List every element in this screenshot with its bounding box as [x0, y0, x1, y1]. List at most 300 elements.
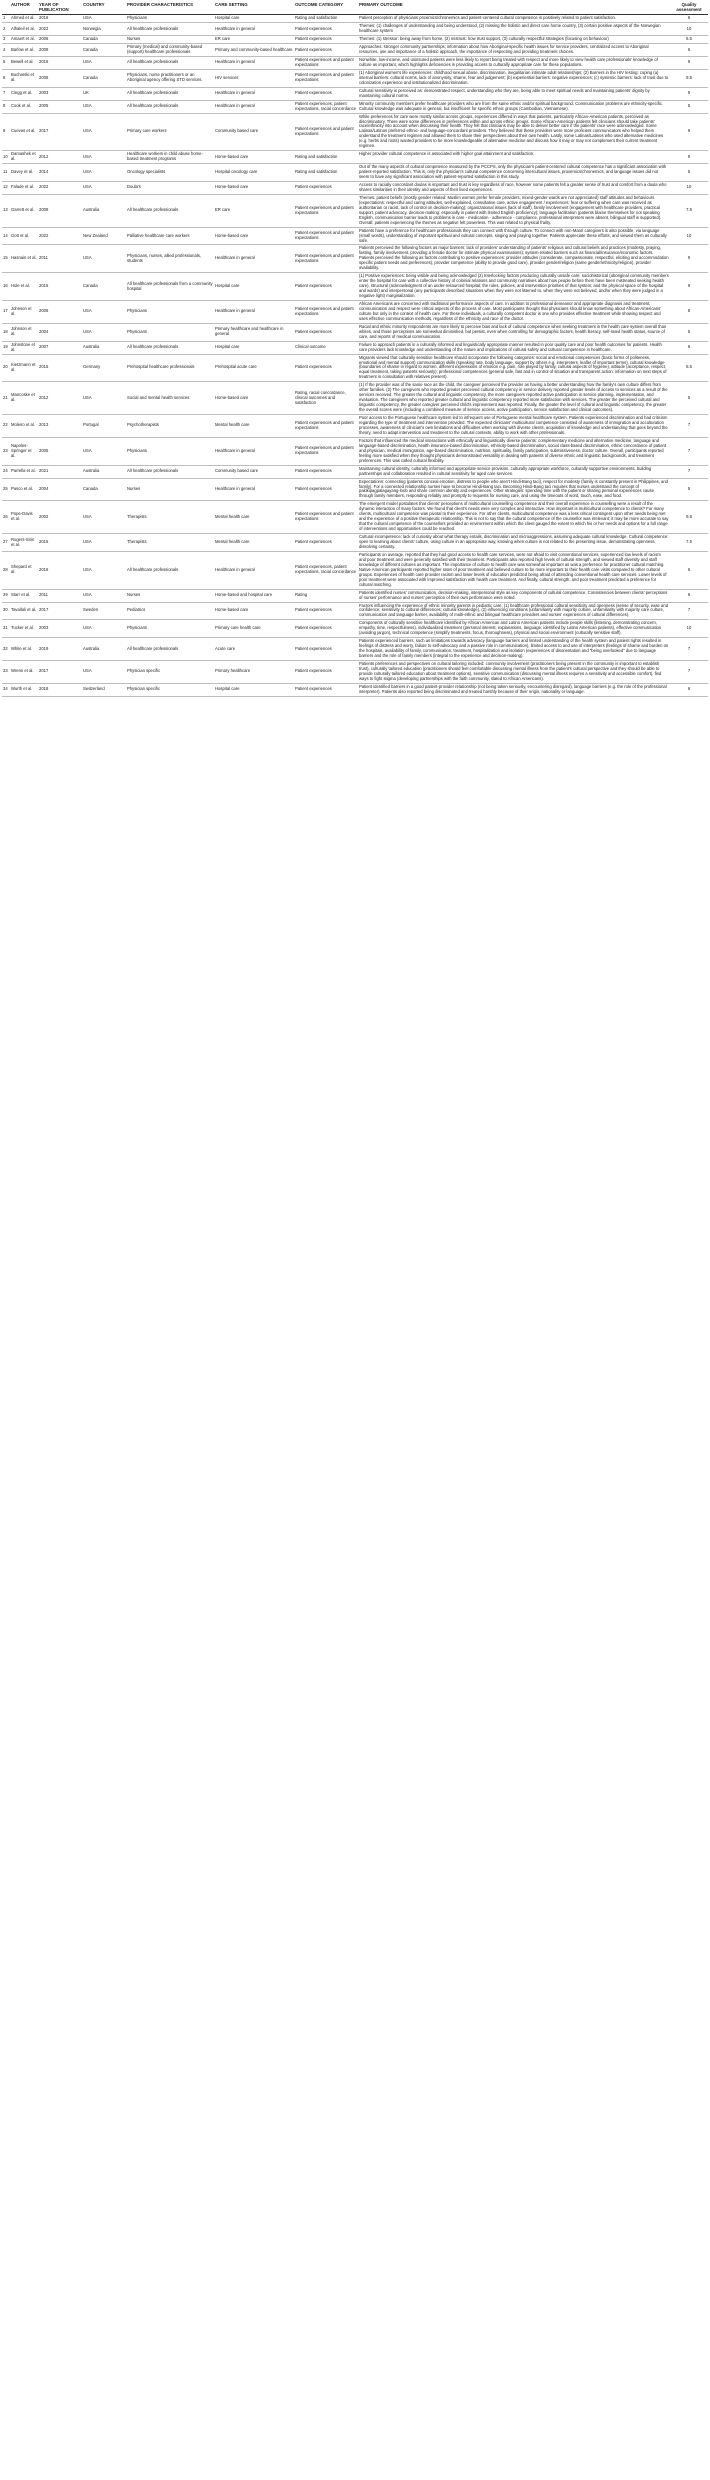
- cell-category: Patient experiences: [294, 465, 358, 478]
- cell-author: Pope-Davis et al.: [10, 501, 38, 534]
- cell-country: USA: [82, 301, 126, 324]
- cell-author: White et al.: [10, 638, 38, 661]
- cell-number: 27: [2, 534, 10, 552]
- cell-outcome: Patient identified barriers in a good patient-provider relationship (not being taken seriously, encountering disregard), language barriers (e.g. the role of the professional interpreter). Patients also reported being discriminated and treated harshly because of their origin, nationality or language.: [358, 683, 670, 696]
- header-setting: CARE SETTING: [214, 2, 294, 15]
- table-row: [2, 437, 708, 465]
- cell-outcome: Patients experienced barriers, such as limitations towards advocacy (language barriers and limited understanding of the health system and patient rights resulted in feelings of distress and worry, failure to self-advocacy and a passive role in communication), limited access to and use of interpreters (feelings of shame and burden on the hospitals, availability of family, communication, treatment, hospitalization and isolation (experiences of disorientation and "being overlooked" due to language barriers and the role of family members (integral to the experience and decision-making).: [358, 638, 670, 661]
- cell-quality: 9: [670, 151, 708, 164]
- header-country: COUNTRY: [82, 2, 126, 15]
- cell-outcome: The emergent model postulates that clients' perceptions of multicultural counselling competence and their overall experience in counselling were a result of the dynamic interaction of many factors. We found that client's needs were very complex and interactive. How important is multicultural competence to clients? For many clients, multicultural competence was pivotal to their experience. For other clients, multicultural competence was a less critical contingent upon other needs being met and the experience of a positive therapeutic relationship. This is not to say that the cultural competence of the counsellor was irrelevant; it may be more accurate to say that the cultural competence of the counsellors provided an environment within which the client gauged the extent to which his or her needs and options for a full range of interventions and opportunities could be reached.: [358, 501, 670, 534]
- cell-year: 2006: [38, 69, 82, 87]
- cell-country: Portugal: [82, 415, 126, 438]
- cell-provider: Primary care workers: [126, 113, 214, 151]
- cell-year: 2004: [38, 323, 82, 341]
- cell-outcome: Access to racially concordant doulas is important and trust is key regardless of race, however some patients felt a greater sense of trust and comfort from a doula who shares similarities in their identity and aspects of their lived experiences.: [358, 181, 670, 194]
- cell-quality: 10: [670, 227, 708, 245]
- cell-setting: Healthcare in general: [214, 437, 294, 465]
- cell-number: 26: [2, 501, 10, 534]
- cell-outcome: Minority community members prefer healthcare providers who are from the same ethnic and/or spiritual background. Communication problems are ethnicity-specific. Cultural knowledge was adequate in general, but insufficient for specific ethnic groups (Cambodian, Vietnamese).: [358, 100, 670, 113]
- header-author: AUTHOR: [10, 2, 38, 15]
- cell-number: 18: [2, 323, 10, 341]
- cell-author: Garrett et al.: [10, 194, 38, 227]
- cell-year: 2021: [38, 465, 82, 478]
- cell-quality: 6.5: [670, 36, 708, 44]
- cell-setting: Home-based and hospital care: [214, 589, 294, 602]
- cell-quality: 5: [670, 323, 708, 341]
- cell-category: Patient experiences: [294, 354, 358, 382]
- table-row: [2, 620, 708, 638]
- cell-quality: 5: [670, 382, 708, 415]
- cell-category: Patient experiences and patient expectations: [294, 301, 358, 324]
- cell-quality: 7: [670, 602, 708, 620]
- table-row: [2, 227, 708, 245]
- cell-country: USA: [82, 56, 126, 69]
- table-row: [2, 602, 708, 620]
- cell-setting: Healthcare in general: [214, 87, 294, 100]
- cell-year: 2019: [38, 638, 82, 661]
- cell-outcome: (1) Aboriginal women's life experiences: childhood sexual abuse, discrimination, inegalitarian intimate adult relationships; (2) Barriers in the HIV testing: coping (a) internal barriers: cultural norms, lack of anonymity, shame, fear and judgement; (b) experiential barriers: negative experiences; (c) systemic barriers: lack of trust due to colonization experience and institutionalized discrimination.: [358, 69, 670, 87]
- cell-outcome: African Americans are concerned with traditional performance aspects of care. In addition to professional demeanor and appropriate diagnosis and treatment, communication and respect were critical aspects of the process of care. Most participants thought that physicians should know something about African-Americans' culture but only in the context of health care. For these individuals, a culturally competent doctor is one who provides effective treatment while showing respect and uses effective communication methods, regardless of the ethnicity and race of the doctor.: [358, 301, 670, 324]
- cell-outcome: Patients have a preference for healthcare professionals they can connect with through culture. To connect with non-Maori caregivers is also possible, via language (small words), understanding of important spiritual and cultural concepts, singing and praying together. Patients appreciate these efforts, and viewed them as culturally safe.: [358, 227, 670, 245]
- cell-setting: Home-based care: [214, 151, 294, 164]
- table-row: [2, 245, 708, 273]
- cell-author: Amaert et al.: [10, 36, 38, 44]
- cell-author: Shepard et al.: [10, 551, 38, 589]
- cell-year: 2013: [38, 415, 82, 438]
- cell-category: Rating and satisfaction: [294, 164, 358, 182]
- cell-quality: 7.5: [670, 534, 708, 552]
- cell-year: 2005: [38, 437, 82, 465]
- cell-author: Ahmed et al.: [10, 15, 38, 23]
- cell-setting: Hospital oncology care: [214, 164, 294, 182]
- cell-year: 2015: [38, 534, 82, 552]
- cell-year: 2007: [38, 341, 82, 354]
- cell-author: Barlow et al.: [10, 44, 38, 57]
- cell-number: 30: [2, 602, 10, 620]
- cell-outcome: Factors that influenced the medical interactions with ethnically and linguistically diverse patients: complementary medicine and alternative medicine, language and language-based discrimination, health insurance-based discrimination, ethnicity-based discrimination, social class-based discrimination, ethnic concordance of patient and physician, medical immigration, age-based discrimination, nutrition, spirituality, family participation, submissiveness, doctor culture. Overall, participants reported feeling more satisfied when they thought physicians demonstrated versatility in dealing with patients of diverse ethnic and linguistic backgrounds, and treatment preferences. This was called cultural flexibility.: [358, 437, 670, 465]
- cell-author: Hole et al.: [10, 273, 38, 301]
- cell-author: Parrella et al.: [10, 465, 38, 478]
- cell-number: 9: [2, 113, 10, 151]
- table-row: [2, 15, 708, 23]
- cell-quality: 10: [670, 23, 708, 36]
- header-year: YEAR OF PUBLICATION: [38, 2, 82, 15]
- cell-setting: Healthcare in general: [214, 100, 294, 113]
- cell-author: Starr et al.: [10, 589, 38, 602]
- cell-author: Davey et al.: [10, 164, 38, 182]
- cell-setting: ER care: [214, 36, 294, 44]
- cell-year: 2006: [38, 36, 82, 44]
- cell-setting: Community based care: [214, 113, 294, 151]
- cell-country: USA: [82, 245, 126, 273]
- cell-outcome: Poor access to the Portuguese healthcare system led to infrequent use of Portuguese mental healthcare system. Patients experienced discrimination and had criticism regarding the type of treatment and intervention provided. The expected clinicians' multicultural competence consisted of awareness of immigration and acculturation processes, awareness of clinician's own limitations and difficulties when working with diverse clients, acquisition of knowledge and understanding that goes beyond the theory, need to adapt intervention and treatment to the cultural contexts, ability to work with other professionals.: [358, 415, 670, 438]
- cell-author: Bucharski et al.: [10, 69, 38, 87]
- cell-provider: All healthcare professionals: [126, 87, 214, 100]
- cell-quality: 7: [670, 415, 708, 438]
- header-category: OUTCOME CATEGORY: [294, 2, 358, 15]
- cell-year: 2014: [38, 164, 82, 182]
- cell-setting: Healthcare in general: [214, 301, 294, 324]
- cell-category: Patient experiences and patient expectations: [294, 227, 358, 245]
- cell-country: USA: [82, 15, 126, 23]
- cell-quality: 7: [670, 661, 708, 684]
- cell-quality: 10: [670, 181, 708, 194]
- table-row: [2, 465, 708, 478]
- cell-quality: 7: [670, 465, 708, 478]
- cell-number: 16: [2, 273, 10, 301]
- cell-outcome: Out of the many aspects of cultural competence measured by the PCCPS, only the physician's patient-centered cultural competence has a significant association with patient-reported satisfaction. This is, only the physician's cultural competence concerning intercultural issues, proxemics/chronemics, and language issues did not seem to have any significant association with patient-reported satisfaction in this study.: [358, 164, 670, 182]
- cell-setting: Home-based care: [214, 181, 294, 194]
- cell-quality: 6: [670, 683, 708, 696]
- cell-quality: 9: [670, 245, 708, 273]
- cell-category: Patient experiences: [294, 36, 358, 44]
- cell-provider: Psychotherapists: [126, 415, 214, 438]
- cell-author: Mancoske et al.: [10, 382, 38, 415]
- cell-provider: Physician specific: [126, 661, 214, 684]
- cell-author: Wurth et al.: [10, 683, 38, 696]
- cell-country: Canada: [82, 69, 126, 87]
- cell-number: 22: [2, 415, 10, 438]
- cell-country: Sweden: [82, 602, 126, 620]
- cell-number: 7: [2, 87, 10, 100]
- cell-country: UK: [82, 87, 126, 100]
- cell-number: 21: [2, 382, 10, 415]
- cell-author: Tavallali et al.: [10, 602, 38, 620]
- cell-year: 2016: [38, 15, 82, 23]
- cell-author: Pasco et al.: [10, 478, 38, 501]
- table-row: [2, 354, 708, 382]
- cell-outcome: Participants on average, reported that they had good access to health care services, were not afraid to visit conventional services, experienced low levels of racism and poor treatment and were generally satisfied with their treatment. Participants also reported high levels of cultural strength, and viewed staff diversity and staff knowledge of different cultures as important. The importance of culture to health care was somewhat important as was a preference for practitioner cultural matching. Native American participants reported higher rates of poor treatment and believed culture to be more important to their health care visits compared to other cultural groups. Experiences of health care provider racism and lower levels of education predicted being afraid of attending conventional health care services. Lower levels of poor treatment were associated with improved satisfaction with health care treatment. And finally, cultural strength, and poor treatment predicted a preference for cultural matching.: [358, 551, 670, 589]
- cell-provider: All healthcare professionals from a community hospital: [126, 273, 214, 301]
- cell-category: Patient experiences: [294, 87, 358, 100]
- cell-quality: 6: [670, 589, 708, 602]
- cell-author: Rogers-Sirin et al.: [10, 534, 38, 552]
- cell-country: USA: [82, 501, 126, 534]
- cell-category: Rating: [294, 589, 358, 602]
- cell-provider: All healthcare professionals: [126, 638, 214, 661]
- cell-author: Moleiro et al.: [10, 415, 38, 438]
- cell-number: 11: [2, 164, 10, 182]
- cell-setting: Home-based care: [214, 382, 294, 415]
- cell-number: 19: [2, 341, 10, 354]
- cell-outcome: Components of culturally sensitive healthcare identified by African American and Latino American patients include people skills (listening, demonstrating concern, empathy, time, respectfulness), individualized treatment (personal interest, explanations, language; identified by Latino American patients), effective communication (avoiding jargon), technical competence (simplify treatments, focus, thoroughness), physical and social environment (culturally sensitive staff).: [358, 620, 670, 638]
- cell-country: USA: [82, 100, 126, 113]
- cell-category: Patient experiences, patient expectations, racial concordance: [294, 100, 358, 113]
- cell-number: 34: [2, 683, 10, 696]
- cell-number: 32: [2, 638, 10, 661]
- table-row: [2, 534, 708, 552]
- cell-provider: All healthcare professionals: [126, 194, 214, 227]
- cell-number: 33: [2, 661, 10, 684]
- cell-quality: 9.5: [670, 501, 708, 534]
- cell-setting: Mental health care: [214, 501, 294, 534]
- studies-table: [2, 2, 708, 697]
- cell-category: Patient experiences: [294, 661, 358, 684]
- cell-author: Bewell et al.: [10, 56, 38, 69]
- cell-category: Patient experiences and patient expectations: [294, 113, 358, 151]
- cell-number: 20: [2, 354, 10, 382]
- cell-quality: 9: [670, 113, 708, 151]
- cell-category: Patient experiences and patient expectations: [294, 56, 358, 69]
- cell-year: 2015: [38, 354, 82, 382]
- cell-country: USA: [82, 437, 126, 465]
- cell-number: 28: [2, 551, 10, 589]
- cell-author: Napoles-Springer et al.: [10, 437, 38, 465]
- cell-outcome: Failure to approach patients in a culturally informed and linguistically appropriate manner resulted in poor quality care and poor health outcomes for patients. Health care providers lack knowledge and understanding of the nature and implications of cultural safety and cultural competence in healthcare.: [358, 341, 670, 354]
- cell-category: Patient experiences: [294, 478, 358, 501]
- cell-setting: Mental health care: [214, 534, 294, 552]
- cell-author: Gott et al.: [10, 227, 38, 245]
- cell-country: USA: [82, 382, 126, 415]
- cell-country: USA: [82, 620, 126, 638]
- table-row: [2, 661, 708, 684]
- cell-provider: Therapists: [126, 501, 214, 534]
- cell-outcome: Patients identified nurses' communication, decision-making, interpersonal style as key components of cultural competence. Consistencies between clients' perceptions of nurses' performance and nurses' perception of their own performance were noted.: [358, 589, 670, 602]
- cell-category: Patient experiences and patient expectations: [294, 194, 358, 227]
- cell-author: Cuevas et al.: [10, 113, 38, 151]
- cell-country: Canada: [82, 36, 126, 44]
- cell-country: USA: [82, 323, 126, 341]
- cell-outcome: Cultural incompetence: lack of curiosity about what therapy entails, discrimination and microaggressions, assuming adequate cultural knowledge. Cultural competence: open to learning about clients' culture, using culture in an appropriate way, knowing when culture is not related to the presenting issue, demonstrating openness, dissolving certainty.: [358, 534, 670, 552]
- cell-year: 2016: [38, 551, 82, 589]
- cell-country: Australia: [82, 638, 126, 661]
- table-body: [2, 15, 708, 697]
- cell-provider: Physician specific: [126, 683, 214, 696]
- cell-provider: Physicians, nurse practitioners or an Aboriginal agency offering STD services.: [126, 69, 214, 87]
- cell-outcome: Cultural sensitivity is perceived as: demonstrated respect, understanding who they are, being able to meet spiritual needs and maintaining patients' dignity by maintaining cultural norms.: [358, 87, 670, 100]
- cell-category: Patient experiences and patient expectations: [294, 501, 358, 534]
- cell-setting: Healthcare in general: [214, 245, 294, 273]
- table-row: [2, 194, 708, 227]
- cell-number: 1: [2, 15, 10, 23]
- cell-provider: Pediatrics: [126, 602, 214, 620]
- table-row: [2, 501, 708, 534]
- cell-category: Patient experiences: [294, 273, 358, 301]
- cell-category: Patient experiences: [294, 323, 358, 341]
- cell-year: 2003: [38, 87, 82, 100]
- cell-year: 2002: [38, 501, 82, 534]
- cell-country: New Zealand: [82, 227, 126, 245]
- cell-setting: Mental health care: [214, 415, 294, 438]
- cell-setting: Home-based care: [214, 602, 294, 620]
- cell-quality: 7: [670, 638, 708, 661]
- header-outcome: PRIMARY OUTCOME: [358, 2, 670, 15]
- cell-setting: Primary healthcare and healthcare in general: [214, 323, 294, 341]
- cell-setting: Hospital care: [214, 683, 294, 696]
- cell-provider: Prehospital healthcare professionals: [126, 354, 214, 382]
- cell-provider: Physicians: [126, 15, 214, 23]
- table-row: [2, 23, 708, 36]
- cell-year: 2017: [38, 113, 82, 151]
- cell-category: Patient experiences: [294, 602, 358, 620]
- cell-provider: Physicians: [126, 323, 214, 341]
- cell-country: USA: [82, 151, 126, 164]
- cell-category: Clinical outcome: [294, 341, 358, 354]
- table-container: [2, 2, 708, 697]
- table-row: [2, 56, 708, 69]
- cell-quality: 7: [670, 437, 708, 465]
- cell-setting: Hospital care: [214, 15, 294, 23]
- cell-country: Canada: [82, 44, 126, 57]
- cell-year: 2005: [38, 100, 82, 113]
- cell-quality: 8.5: [670, 354, 708, 382]
- cell-year: 2012: [38, 382, 82, 415]
- cell-outcome: Higher provider cultural competence is associated with higher goal attainment and satisfaction.: [358, 151, 670, 164]
- cell-outcome: While preferences for care were mostly similar across groups, experiences differed in ways that patients, particularly African-American patients, perceived as discriminatory. There were some differences in preferences within and across ethnic groups. Some African-American patients felt clinicians should take patients' race/ethnicity into account when discussing their health. They felt that clinicians may be able to deliver better care if the patients' race were acknowledged. Some Latinas/Latinos preferred ethnic- and language-concordant providers. They believed that these providers were more proficient communicators who helped them understand the treatment regimen and allowed them to share their perspectives about their own health. Lastly, some Latinas/Latinos who used alternative medicines (e.g. herbs and roots) wanted providers to be more knowledgeable of alternative medicine and discuss how it may or may not complement their current treatment regimen.: [358, 113, 670, 151]
- cell-category: Patient experiences: [294, 181, 358, 194]
- cell-country: Germany: [82, 354, 126, 382]
- cell-provider: Palliative healthcare care workers: [126, 227, 214, 245]
- cell-number: 23: [2, 437, 10, 465]
- table-row: [2, 551, 708, 589]
- table-row: [2, 69, 708, 87]
- cell-provider: Therapists: [126, 534, 214, 552]
- cell-setting: Home-based care: [214, 227, 294, 245]
- table-row: [2, 415, 708, 438]
- cell-setting: Primary and community-based healthcare: [214, 44, 294, 57]
- cell-outcome: Themes: patient beliefs (mostly gender related: Muslim women prefer female providers, mixed-gender wards are not appreciated) staff attitudes and behaviours (expectations: respectful and caring attitudes, well-explained, consultative care, active engagement / experiences: fear or suffering when care was received as authoritarian or racist, lack of control on decision-making); organizational issues (lack of staff), family involvement (engagement with healthcare providers, practical support, patient advocacy, decision-making: especially in patient with limited English proficiency); language facilitation (patients blame themselves for not speaking English, communication barrier leads to problems in care - medication - adherence - compliance, professional interpreters were absent, bilingual staff is supported). Overall: patients experiencing the themes as negative felt powerless. This was related to physical frailty.: [358, 194, 670, 227]
- cell-outcome: Patients perceived the following factors as major barriers: lack of providers' understanding of patients' religious and cultural beliefs and practices (modesty, praying, fasting, family involvement, providing a female doctor for intimate physical examinations); system-related barriers such as financial/insurance/economic factors. Patients perceived the following as factors contributing to positive experiences: provider attitudes (considerate, compassionate, respectful, eliciting and accommodation specific patient needs and preferences), provider competence (ability to provide good care), provider gender/religion (same gender/ethnicity/religion), provider availability.: [358, 245, 670, 273]
- cell-number: 13: [2, 194, 10, 227]
- cell-outcome: Factors influencing the experience of ethnic minority parents in pediatric care: (1) healthcare professional cultural sensitivity and openness (sense of security, ease and confidence; sensitivity to cultural differences; cultural knowledge), (2) influencing conditions (unfamiliarity with majority culture, unfamiliarity with majority care culture, communication and language barrier, availability of multi-ethnic and bilingual healthcare providers and nurses' experiences of cultural differences).: [358, 602, 670, 620]
- cell-country: Canada: [82, 273, 126, 301]
- cell-setting: Healthcare in general: [214, 23, 294, 36]
- cell-number: 14: [2, 227, 10, 245]
- cell-setting: Hospital care: [214, 273, 294, 301]
- cell-quality: 5: [670, 100, 708, 113]
- cell-author: Clegg et al.: [10, 87, 38, 100]
- cell-category: Rating and satisfaction: [294, 15, 358, 23]
- cell-category: Patient experiences: [294, 683, 358, 696]
- cell-number: 3: [2, 36, 10, 44]
- table-row: [2, 301, 708, 324]
- cell-provider: All healthcare professionals: [126, 551, 214, 589]
- cell-quality: 5: [670, 164, 708, 182]
- cell-quality: 6: [670, 44, 708, 57]
- cell-quality: 9: [670, 56, 708, 69]
- cell-year: 2018: [38, 683, 82, 696]
- cell-country: USA: [82, 534, 126, 552]
- cell-author: Johnstone et al.: [10, 341, 38, 354]
- table-row: [2, 44, 708, 57]
- table-header-row: [2, 2, 708, 15]
- cell-year: 2017: [38, 602, 82, 620]
- cell-provider: Healthcare workers in child abuse home-based treatment programs: [126, 151, 214, 164]
- header-num: [2, 2, 10, 15]
- cell-quality: 8: [670, 301, 708, 324]
- cell-provider: All healthcare professionals: [126, 341, 214, 354]
- cell-provider: Physicians: [126, 437, 214, 465]
- cell-number: 29: [2, 589, 10, 602]
- cell-quality: 5: [670, 478, 708, 501]
- cell-category: Patient experiences: [294, 534, 358, 552]
- cell-setting: Primary care health care: [214, 620, 294, 638]
- cell-provider: Oncology specialists: [126, 164, 214, 182]
- cell-number: 17: [2, 301, 10, 324]
- cell-year: 2011: [38, 245, 82, 273]
- cell-outcome: Racial and ethnic minority respondents are more likely to perceive bias and lack of cultural competence when seeking treatment in the health care system overall than whites, and those perceptions are somewhat diminished, but persist, even when controlling for demographic factors, health literacy, self-rated health status, source of care, and reports of medical communication.: [358, 323, 670, 341]
- cell-country: USA: [82, 181, 126, 194]
- cell-category: Patient experiences: [294, 620, 358, 638]
- cell-setting: Hospital care: [214, 341, 294, 354]
- cell-quality: 6: [670, 551, 708, 589]
- table-row: [2, 683, 708, 696]
- cell-number: 6: [2, 69, 10, 87]
- cell-outcome: Themes: (1) stressor: being away from home, (2) mistrust: how trust support, (3) culturally respectful strategies (focusing on behaviour): [358, 36, 670, 44]
- cell-setting: ER care: [214, 194, 294, 227]
- cell-setting: Prehospital acute care: [214, 354, 294, 382]
- cell-author: Wrenn et al.: [10, 661, 38, 684]
- cell-setting: Acute care: [214, 638, 294, 661]
- cell-setting: Primary healthcare: [214, 661, 294, 684]
- cell-country: USA: [82, 113, 126, 151]
- cell-country: Norwegia: [82, 23, 126, 36]
- table-row: [2, 36, 708, 44]
- cell-year: 2008: [38, 194, 82, 227]
- table-row: [2, 113, 708, 151]
- cell-author: Johnson et al.: [10, 301, 38, 324]
- cell-author: Tucker et al.: [10, 620, 38, 638]
- cell-setting: Healthcare in general: [214, 478, 294, 501]
- cell-author: Hasnain et al.: [10, 245, 38, 273]
- cell-quality: 6: [670, 341, 708, 354]
- cell-year: 2022: [38, 181, 82, 194]
- cell-author: Johnson et al.: [10, 323, 38, 341]
- cell-provider: Primary (medical) and community-based (support) healthcare professionals: [126, 44, 214, 57]
- cell-quality: 9.5: [670, 69, 708, 87]
- cell-country: Australia: [82, 465, 126, 478]
- cell-category: Patient experiences: [294, 23, 358, 36]
- cell-country: Australia: [82, 194, 126, 227]
- cell-year: 2008: [38, 44, 82, 57]
- table-row: [2, 478, 708, 501]
- cell-provider: All healthcare professionals: [126, 23, 214, 36]
- cell-outcome: Maintaining cultural identity, culturally informed and appropriate service provision, culturally appropriate workforce, culturally supportive environments, building partnerships and collaboration resulted in cultural sensitivity for aged care services.: [358, 465, 670, 478]
- cell-country: Australia: [82, 341, 126, 354]
- cell-category: Patient experiences, patient expectations, racial concordance: [294, 551, 358, 589]
- cell-year: 2003: [38, 620, 82, 638]
- cell-country: USA: [82, 164, 126, 182]
- cell-category: Patient experiences and patient expectations: [294, 69, 358, 87]
- cell-outcome: Expectations: connecting (patients conceal emotion, distress to people who aren't Hindi-Bang taci), respect for modesty (family is constantly present in Philippines, and family). For a connected relationship nurses have to become Hindi-Bang taci. Becoming Hindi-Bang taci requires that nurses understand the concept of pakikipagpalagayang-loob and share common identity and experiences. Other strategies: spending time with the patient or sharing personal experiences cause through family members, responding reliably and promptly to requests for nursing care, and using the timeouts of word, touch, ease, and food.: [358, 478, 670, 501]
- cell-outcome: Nonwhite, low-income, and uninsured patients were less likely to report being treated with respect and more likely to view health care professionals' knowledge of culture as important, which highlights deficiencies in providing access to culturally appropriate care for these populations.: [358, 56, 670, 69]
- cell-quality: 6: [670, 15, 708, 23]
- cell-provider: All healthcare professionals: [126, 56, 214, 69]
- cell-setting: Healthcare in general: [214, 56, 294, 69]
- cell-outcome: Themes: (1) challenges of understanding and being understood, (2) missing the holistic and direct care home country, (3) certain positive aspects of the Norwegian healthcare system: [358, 23, 670, 36]
- cell-author: Kietzmann et al.: [10, 354, 38, 382]
- table-row: [2, 164, 708, 182]
- cell-number: 5: [2, 56, 10, 69]
- cell-outcome: (1) Positive experiences: being visible and being acknowledged (2) Interlocking factors producing culturally unsafe care: sociohistorical (aboriginal community members enter the hospital for care with a collective history of colonial relations and community narratives about how people before them have been mistreated seeking health care), structural (acknowledgment of an under-resourced hospital: the rules, policies, and intervention priorities of that system; and the physical space of the hospital and wards) and interpersonal (any participants described situations when they were not listened to, when they were not believed, and/or when they were judged in a negative light) marginalization.: [358, 273, 670, 301]
- cell-outcome: Migrants viewed that culturally sensitive healthcare should incorporate the following categories: social and emotional competences (basic forms of politeness, emotional and mental support) communication skills (speaking rate, body language, support by others e.g. interpreters, leaflet of important terms), cultural knowledge (boundaries of shame in regard to women, different expressions of emotion e.g. pain, role played by family, cultural aspects of hygiene), attitude (acceptance, respect, equal treatment, taking patients seriously); professional competences (general safe, fast and in control of situation and transparent action: information on next steps of treatment in consultation with relatives present).: [358, 354, 670, 382]
- cell-number: 31: [2, 620, 10, 638]
- cell-year: 2017: [38, 661, 82, 684]
- table-row: [2, 382, 708, 415]
- cell-provider: All healthcare professionals: [126, 465, 214, 478]
- cell-author: Cook et al.: [10, 100, 38, 113]
- cell-country: Canada: [82, 478, 126, 501]
- table-row: [2, 341, 708, 354]
- cell-year: 2022: [38, 23, 82, 36]
- cell-outcome: Patient perception of physicians proximics/chronemics and patient-centered cultural competence is positively related to patient satisfaction.: [358, 15, 670, 23]
- cell-provider: Social and mental health services: [126, 382, 214, 415]
- cell-quality: 10: [670, 620, 708, 638]
- table-row: [2, 589, 708, 602]
- table-row: [2, 273, 708, 301]
- cell-provider: All healthcare professionals: [126, 100, 214, 113]
